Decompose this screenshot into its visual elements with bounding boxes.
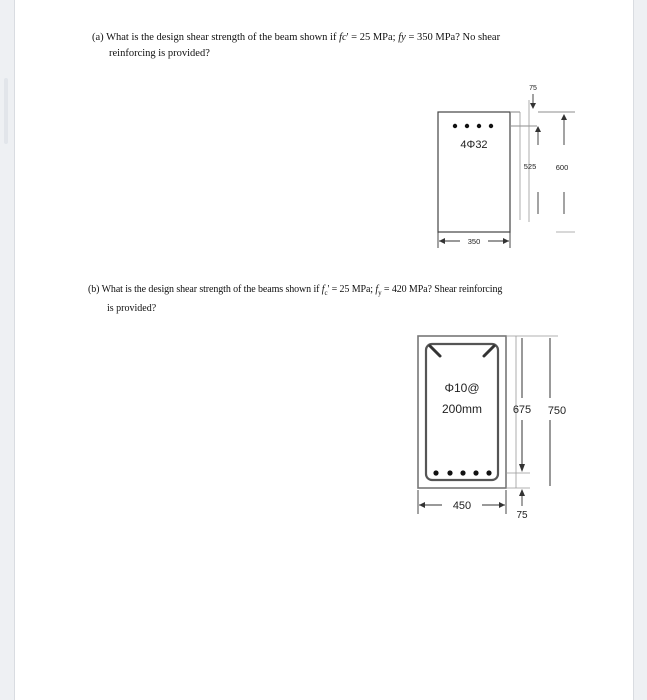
question-a-line2: reinforcing is provided? bbox=[109, 48, 210, 59]
question-b-line2: is provided? bbox=[107, 303, 157, 314]
arrow-head bbox=[499, 502, 505, 508]
beam-a-bars-label: 4Φ32 bbox=[460, 139, 488, 151]
stirrup-hook bbox=[430, 346, 440, 356]
stirrup-hook bbox=[484, 346, 494, 356]
arrow-head bbox=[419, 502, 425, 508]
beam-a-h-label: 600 bbox=[555, 163, 569, 172]
question-a-line1: (a) What is the design shear strength of the beam shown if fc' = 25 MPa; fy = 350 MPa? No shear bbox=[92, 32, 501, 43]
rebar-dot bbox=[460, 470, 465, 475]
arrow-head bbox=[519, 464, 525, 472]
beam-b-cover-label: 75 bbox=[516, 510, 528, 521]
rebar-dot bbox=[447, 470, 452, 475]
rebar-dot bbox=[486, 470, 491, 475]
beam-a-d-label: 525 bbox=[523, 162, 537, 171]
question-b-line1: (b) What is the design shear strength of the beams shown if $f_c' = 25$ MPa; $f_y = 420$ MPa? Shear reinforcing bbox=[88, 284, 503, 297]
beam-b-b-label: 450 bbox=[452, 500, 472, 512]
beam-b-h-label: 750 bbox=[547, 405, 567, 417]
arrow-head bbox=[519, 489, 525, 496]
rebar-dot bbox=[473, 470, 478, 475]
beam-a-b-label: 350 bbox=[467, 237, 481, 246]
beam-a-cover-label: 75 bbox=[529, 85, 537, 92]
beam-b-stirrup-label-1: Φ10@ bbox=[444, 381, 480, 395]
beam-b-d-label: 675 bbox=[512, 404, 532, 416]
beam-b-stirrup-label-2: 200mm bbox=[441, 402, 483, 416]
beam-b-rebars bbox=[433, 470, 491, 475]
rebar-dot bbox=[433, 470, 438, 475]
